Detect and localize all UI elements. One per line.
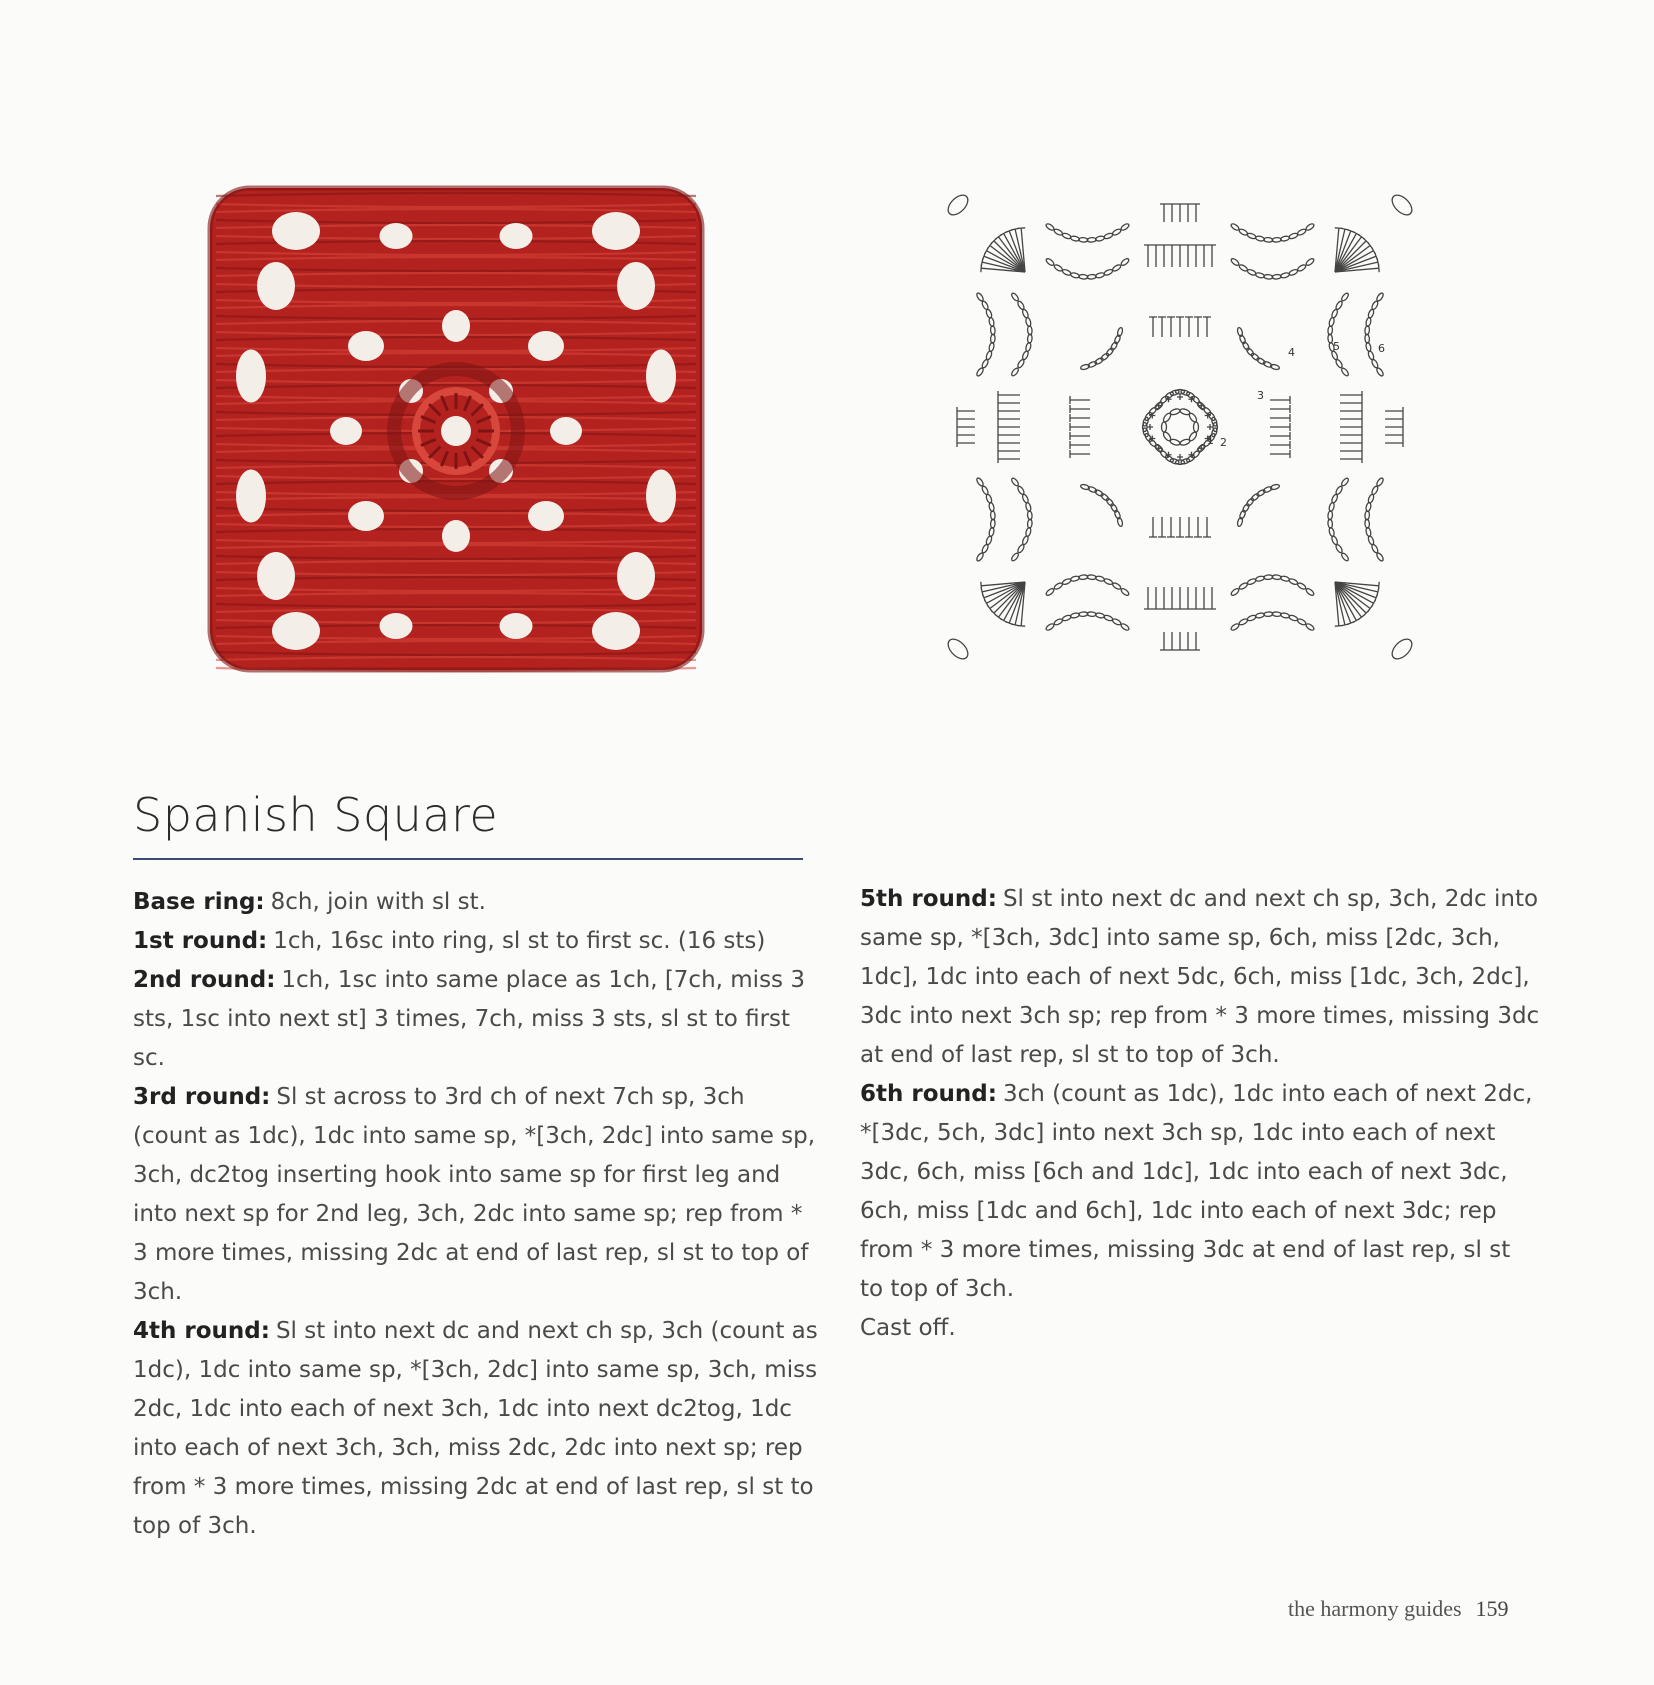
round-2nd [133, 961, 823, 1078]
round-text: 1ch, 1sc into same place as 1ch, [7ch, miss 3 sts, 1sc into next st] 3 times, 7ch, miss 3 sts, sl st to first sc. [133, 967, 805, 1071]
round-number-6: 6 [1378, 342, 1385, 355]
round-5th [860, 880, 1540, 1075]
motif-drawing [210, 188, 702, 671]
instructions-right-column [860, 880, 1540, 1348]
page-footer [1288, 1596, 1509, 1622]
round-text: Sl st into next dc and next ch sp, 3ch, 2dc into same sp, *[3ch, 3dc] into same sp, 6ch, miss [2dc, 3ch, 1dc], 1dc into each of next 5dc, 6ch, miss [1dc, 3ch, 2dc], 3dc into next 3ch sp; rep from * 3 more times, missing 3dc at end of last rep, sl st to top of 3ch. [860, 886, 1540, 1068]
round-label: 5th round: [860, 886, 997, 912]
chart-drawing [945, 192, 1415, 662]
round-3rd [133, 1078, 823, 1312]
round-number-4: 4 [1288, 346, 1295, 359]
round-number-3: 3 [1257, 389, 1264, 402]
page-title: Spanish Square [133, 788, 499, 842]
round-text: 1ch, 16sc into ring, sl st to first sc. (16 sts) [273, 928, 766, 954]
round-number-1: 1 [1207, 434, 1214, 447]
round-1st [133, 922, 823, 961]
title-underline [133, 858, 803, 860]
round-6th [860, 1075, 1540, 1309]
round-number-5: 5 [1333, 340, 1340, 353]
round-label: 6th round: [860, 1081, 997, 1107]
round-4th [133, 1312, 823, 1546]
round-label: 3rd round: [133, 1084, 271, 1110]
cast-off [860, 1309, 1540, 1348]
round-label: Base ring: [133, 889, 265, 915]
round-label: 1st round: [133, 928, 268, 954]
instructions-left-column [133, 883, 823, 1546]
round-text: 3ch (count as 1dc), 1dc into each of next 2dc, *[3dc, 5ch, 3dc] into next 3ch sp, 1dc into each of next 3dc, 6ch, miss [6ch and 1dc], 1dc into each of next 3dc, 6ch, miss [1dc and 6ch], 1dc into each of next 3dc; rep from * 3 more times, missing 3dc at end of last rep, sl st to top of 3ch. [860, 1081, 1533, 1302]
crochet-motif-photo [196, 176, 716, 686]
series-name: the harmony guides [1288, 1596, 1462, 1621]
round-text: 8ch, join with sl st. [270, 889, 486, 915]
round-text: Sl st across to 3rd ch of next 7ch sp, 3ch (count as 1dc), 1dc into same sp, *[3ch, 2dc] into same sp, 3ch, dc2tog inserting hook into same sp for first leg and into next sp for 2nd leg, 3ch, 2dc into same sp; rep from * 3 more times, missing 2dc at end of last rep, sl st to top of 3ch. [133, 1084, 816, 1305]
round-label: 2nd round: [133, 967, 276, 993]
page-number: 159 [1475, 1596, 1509, 1621]
round-text: Cast off. [860, 1315, 956, 1341]
crochet-chart-diagram [945, 192, 1415, 662]
round-base-ring [133, 883, 823, 922]
round-text: Sl st into next dc and next ch sp, 3ch (count as 1dc), 1dc into same sp, *[3ch, 2dc] into same sp, 3ch, miss 2dc, 1dc into each of next 3ch, 1dc into next dc2tog, 1dc into each of next 3ch, 3ch, miss 2dc, 2dc into next sp; rep from * 3 more times, missing 2dc at end of last rep, sl st to top of 3ch. [133, 1318, 818, 1539]
round-number-2: 2 [1220, 436, 1227, 449]
round-label: 4th round: [133, 1318, 270, 1344]
